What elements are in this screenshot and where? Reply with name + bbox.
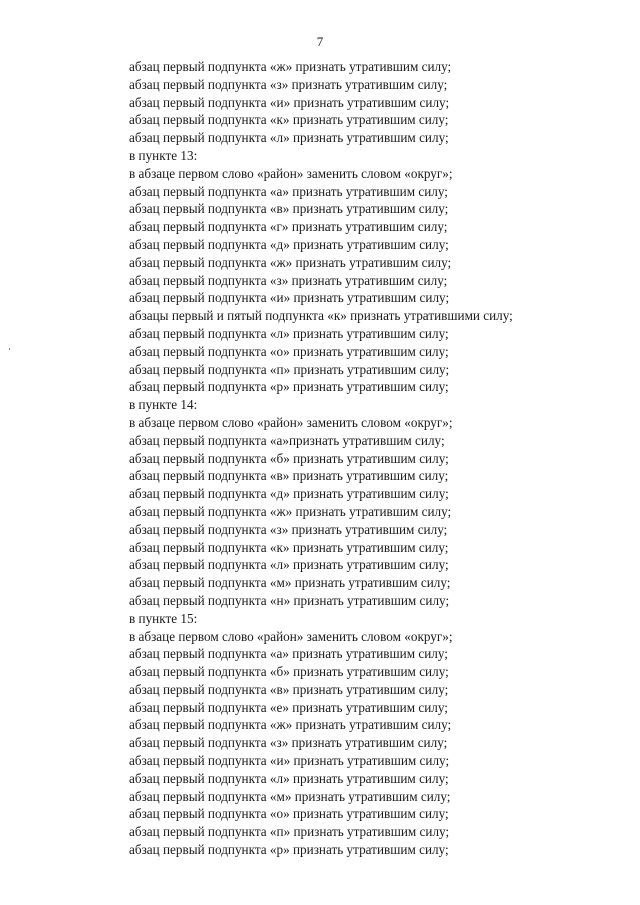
text-line: абзац первый подпункта «в» признать утратившим силу; <box>129 201 449 217</box>
text-line: абзац первый подпункта «р» признать утратившим силу; <box>129 842 449 858</box>
text-line: абзац первый подпункта «и» признать утратившим силу; <box>129 290 450 306</box>
page-number: 7 <box>316 34 324 49</box>
text-line: абзац первый подпункта «п» признать утратившим силу; <box>129 361 450 377</box>
text-line: абзац первый подпункта «д» признать утратившим силу; <box>129 486 449 502</box>
text-line: абзац первый подпункта «з» признать утратившим силу; <box>129 735 448 751</box>
text-line: абзац первый подпункта «и» признать утратившим силу; <box>129 753 450 769</box>
section-heading: в пункте 15: <box>129 610 198 626</box>
text-line: абзац первый подпункта «л» признать утратившим силу; <box>129 770 449 786</box>
section-heading: в пункте 13: <box>129 147 198 163</box>
text-line: абзац первый подпункта «к» признать утратившим силу; <box>129 112 449 128</box>
text-line: абзац первый подпункта «а» признать утратившим силу; <box>129 646 448 662</box>
text-line: в абзаце первом слово «район» заменить словом «округ»; <box>129 628 453 644</box>
document-body <box>129 58 609 859</box>
text-line: абзац первый подпункта «ж» признать утратившим силу; <box>129 503 452 519</box>
text-line: абзац первый подпункта «з» признать утратившим силу; <box>129 272 448 288</box>
text-line: абзац первый подпункта «п» признать утратившим силу; <box>129 824 450 840</box>
text-line: абзац первый подпункта «м» признать утратившим силу; <box>129 788 451 804</box>
text-line: абзац первый подпункта «л» признать утратившим силу; <box>129 557 449 573</box>
text-line: в абзаце первом слово «район» заменить словом «округ»; <box>129 165 453 181</box>
text-line: в абзаце первом слово «район» заменить словом «округ»; <box>129 414 453 430</box>
text-line: абзац первый подпункта «р» признать утратившим силу; <box>129 379 449 395</box>
text-line: абзац первый подпункта «г» признать утратившим силу; <box>129 219 448 235</box>
text-line: абзац первый подпункта «д» признать утратившим силу; <box>129 236 449 252</box>
text-line: абзац первый подпункта «ж» признать утратившим силу; <box>129 59 452 74</box>
text-line: абзац первый подпункта «ж» признать утратившим силу; <box>129 717 452 733</box>
text-line: абзац первый подпункта «з» признать утратившим силу; <box>129 76 448 92</box>
text-line: абзац первый подпункта «м» признать утратившим силу; <box>129 575 451 591</box>
text-line: абзац первый подпункта «в» признать утратившим силу; <box>129 681 449 697</box>
text-line: абзац первый подпункта «о» признать утратившим силу; <box>129 806 449 822</box>
text-line: абзац первый подпункта «о» признать утратившим силу; <box>129 343 449 359</box>
text-line: абзац первый подпункта «н» признать утратившим силу; <box>129 592 450 608</box>
text-line: абзац первый подпункта «ж» признать утратившим силу; <box>129 254 452 270</box>
text-line: абзац первый подпункта «в» признать утратившим силу; <box>129 468 449 484</box>
text-line: абзац первый подпункта «а» признать утратившим силу; <box>129 183 448 199</box>
text-line: абзац первый подпункта «б» признать утратившим силу; <box>129 450 449 466</box>
text-line: абзац первый подпункта «л» признать утратившим силу; <box>129 130 449 146</box>
section-heading: в пункте 14: <box>129 397 198 413</box>
text-line: абзац первый подпункта «и» признать утратившим силу; <box>129 94 450 110</box>
text-line: абзац первый подпункта «к» признать утратившим силу; <box>129 539 449 555</box>
text-line: абзацы первый и пятый подпункта «к» признать утратившими силу; <box>129 308 513 324</box>
text-line: абзац первый подпункта «з» признать утратившим силу; <box>129 521 448 537</box>
text-line: абзац первый подпункта «л» признать утратившим силу; <box>129 325 449 341</box>
text-line: абзац первый подпункта «б» признать утратившим силу; <box>129 664 449 680</box>
text-line: абзац первый подпункта «а»признать утратившим силу; <box>129 432 445 448</box>
scan-speck <box>9 348 10 350</box>
text-line: абзац первый подпункта «е» признать утратившим силу; <box>129 699 448 715</box>
